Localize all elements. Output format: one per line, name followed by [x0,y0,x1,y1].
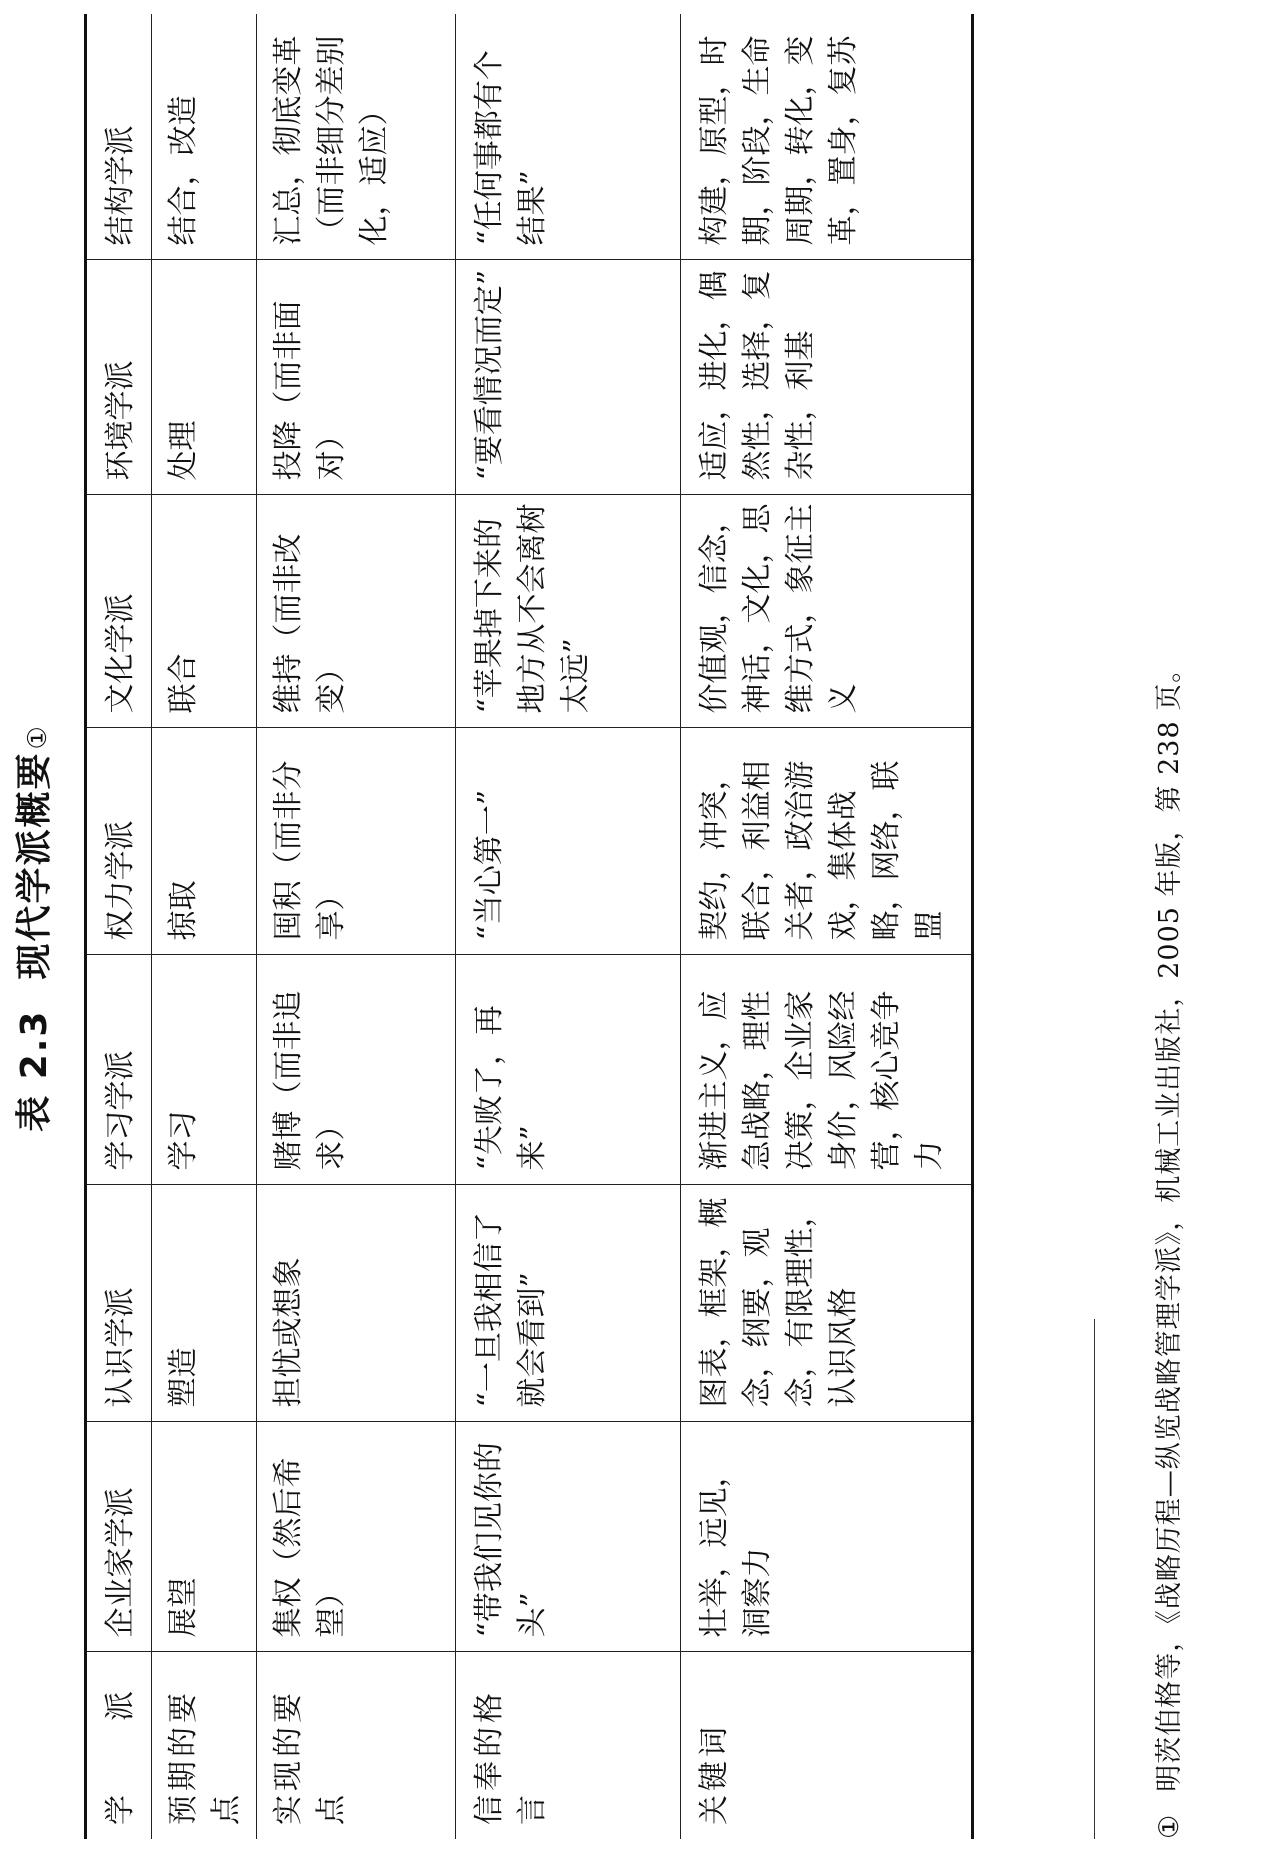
table-cell: 维持（而非改变） [257,495,456,728]
table-row [681,14,973,1839]
row-label: 预期的要点 [152,1652,257,1839]
caption-footnote-mark: ① [23,724,53,750]
table-cell: 适应，进化，偶然性，选择，复杂性，利基 [681,260,973,495]
footnote-mark: ① [1154,1813,1185,1839]
footnote [1150,19,1190,1839]
header-cell: 文化学派 [86,495,152,728]
footnote-text: 明茨伯格等，《战略历程—纵览战略管理学派》，机械工业出版社，2005 年版，第 238 页。 [1154,654,1185,1792]
table-cell: 渐进主义，应急战略，理性决策，企业家身价，风险经营，核心竞争力 [681,955,973,1185]
table-header-row [86,14,152,1839]
table-caption [10,0,60,1856]
table-cell: “任何事都有个结果” [456,14,681,260]
table-cell: 处理 [152,260,257,495]
header-cell: 环境学派 [86,260,152,495]
table-cell: 塑造 [152,1185,257,1422]
table-cell: 展望 [152,1422,257,1652]
table-title: 现代学派概要 [14,751,55,980]
table-cell: “带我们见你的头” [456,1422,681,1652]
schools-table [84,14,974,1839]
table-cell: 构建，原型，时期，阶段，生命周期，转化，变革，置身，复苏 [681,14,973,260]
header-cell: 认识学派 [86,1185,152,1422]
row-label: 实现的要点 [257,1652,456,1839]
table-row [152,14,257,1839]
table-number: 表 2.3 [14,1009,55,1132]
table-cell: 图表，框架，概念，纲要，观念，有限理性，认识风格 [681,1185,973,1422]
table-cell: 投降（而非面对） [257,260,456,495]
header-cell: 学习学派 [86,955,152,1185]
table-cell: 赌博（而非追求） [257,955,456,1185]
table-cell: 学习 [152,955,257,1185]
footnote-divider [1094,1319,1095,1839]
header-cell: 权力学派 [86,728,152,955]
table-cell: 囤积（而非分享） [257,728,456,955]
row-label: 信奉的格言 [456,1652,681,1839]
table-cell: 联合 [152,495,257,728]
table-row [257,14,456,1839]
table-cell: 集权（然后希望） [257,1422,456,1652]
header-cell: 结构学派 [86,14,152,260]
table-cell: 契约，冲突，联合，利益相关者，政治游戏，集体战略，网络，联盟 [681,728,973,955]
row-label: 关键词 [697,1723,732,1825]
table-cell: 担忧或想象 [257,1185,456,1422]
table-cell: “一旦我相信了就会看到” [456,1185,681,1422]
table-cell: “失败了，再来” [456,955,681,1185]
table-cell: “当心第一” [456,728,681,955]
header-cell: 企业家学派 [86,1422,152,1652]
table-cell: “苹果掉下来的地方从不会离树太远” [456,495,681,728]
table-cell: 掠取 [152,728,257,955]
table-cell: 壮举，远见，洞察力 [681,1422,973,1652]
table-row [456,14,681,1839]
table-cell: 汇总，彻底变革（而非细分差别化，适应） [257,14,456,260]
header-row-label: 学 派 [86,1652,152,1839]
table-cell: 结合，改造 [152,14,257,260]
table-cell: 价值观，信念，神话，文化，思维方式，象征主义 [681,495,973,728]
table-cell: “要看情况而定” [456,260,681,495]
